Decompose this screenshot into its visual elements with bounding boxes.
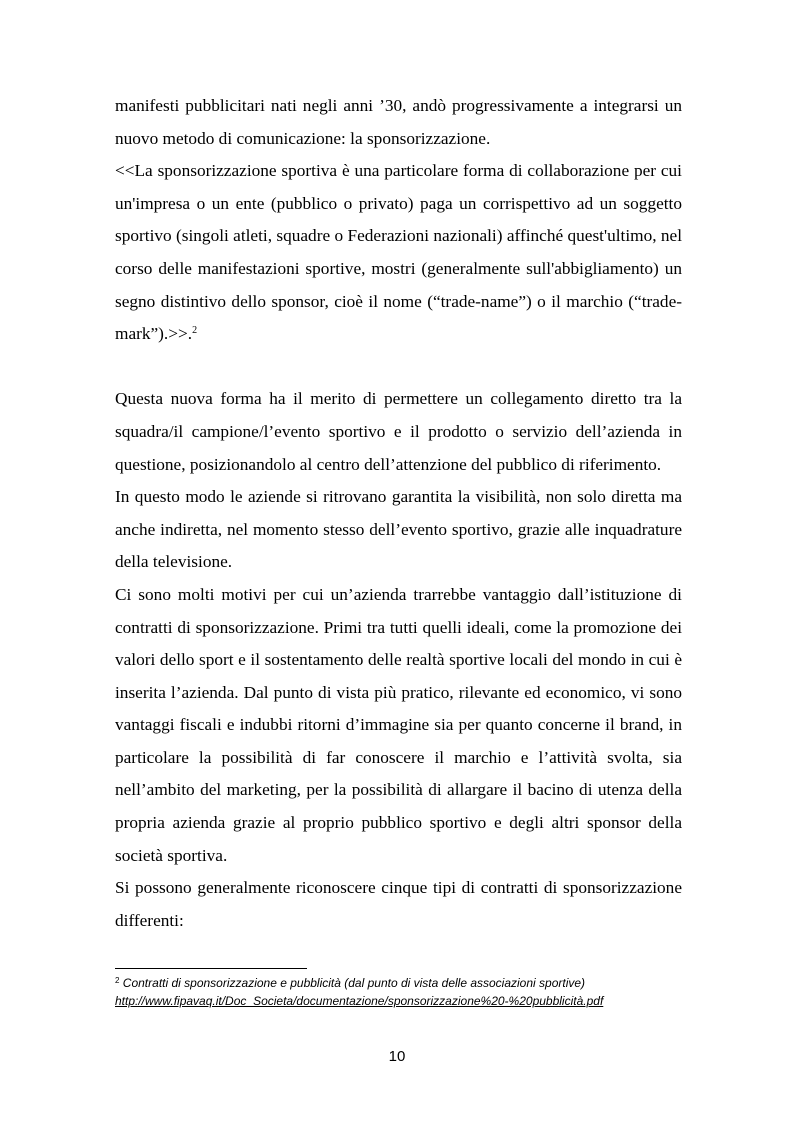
paragraph-6: Si possono generalmente riconoscere cinque tipi di contratti di sponsorizzazione differenti: xyxy=(115,878,682,930)
body-text xyxy=(115,90,682,937)
paragraph-gap xyxy=(115,351,682,384)
footnote xyxy=(115,974,695,1010)
paragraph-5: Ci sono molti motivi per cui un’azienda trarrebbe vantaggio dall’istituzione di contratti di sponsorizzazione. Primi tra tutti quelli ideali, come la promozione dei valori dello sport e il sostentamento delle realtà sportive locali del mondo in cui è inserita l’azienda. Dal punto di vista più pratico, rilevante ed economico, vi sono vantaggi fiscali e indubbi ritorni d’immagine sia per quanto concerne il brand, in particolare la possibilità di far conoscere il marchio e l’attività svolta, sia nell’ambito del marketing, per la possibilità di allargare il bacino di utenza della propria azienda grazie al proprio pubblico sportivo e degli altri sponsor della società sportiva. xyxy=(115,584,682,865)
paragraph-quote xyxy=(115,155,682,351)
footnote-url-link[interactable]: http://www.fipavaq.it/Doc_Societa/documentazione/sponsorizzazione%20-%20pubblicità.pdf xyxy=(115,994,604,1008)
footnote-reference[interactable]: 2 xyxy=(192,325,198,337)
footnote-separator xyxy=(115,968,307,969)
footnote-text: Contratti di sponsorizzazione e pubblicità (dal punto di vista delle associazioni sportive) xyxy=(122,976,586,990)
quote-text: <<La sponsorizzazione sportiva è una particolare forma di collaborazione per cui un'impresa o un ente (pubblico o privato) paga un corrispettivo ad un soggetto sportivo (singoli atleti, squadre o Federazioni nazionali) affinché quest'ultimo, nel corso delle manifestazioni sportive, mostri (generalmente sull'abbigliamento) un segno distintivo dello sponsor, cioè il nome (“trade-name”) o il marchio (“trade-mark”).>>. xyxy=(115,161,682,344)
paragraph-3: Questa nuova forma ha il merito di permettere un collegamento diretto tra la squadra/il campione/l’evento sportivo e il prodotto o servizio dell’azienda in questione, posizionandolo al centro dell’attenzione del pubblico di riferimento. xyxy=(115,389,682,474)
footnote-number: 2 xyxy=(115,976,120,985)
page-number: 10 xyxy=(388,1048,406,1065)
paragraph-1: manifesti pubblicitari nati negli anni ’30, andò progressivamente a integrarsi un nuovo metodo di comunicazione: la sponsorizzazione. xyxy=(115,96,682,148)
paragraph-4: In questo modo le aziende si ritrovano garantita la visibilità, non solo diretta ma anche indiretta, nel momento stesso dell’evento sportivo, grazie alle inquadrature della televisione. xyxy=(115,487,682,572)
